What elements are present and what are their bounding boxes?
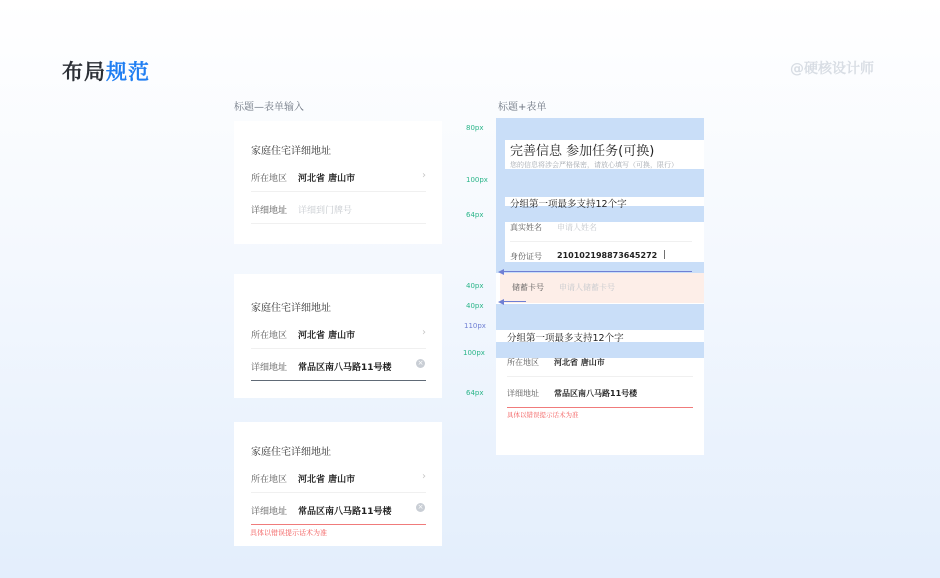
chevron-right-icon: › xyxy=(422,327,426,338)
phone-heading: 完善信息 参加任务(可换) xyxy=(510,144,655,159)
address-input[interactable]: 常品区南八马路11号楼 xyxy=(298,363,392,373)
arrow-left-icon xyxy=(498,269,504,275)
spec-label: 40px xyxy=(466,282,484,290)
spec-label: 80px xyxy=(466,124,484,132)
chevron-right-icon: › xyxy=(422,471,426,482)
page-title-accent: 规范 xyxy=(106,60,150,84)
measure-line xyxy=(504,301,526,302)
spacing-band-80 xyxy=(496,118,704,140)
region-value: 河北省 唐山市 xyxy=(298,331,356,341)
region-row[interactable] xyxy=(251,319,426,349)
id-label: 身份证号 xyxy=(510,252,542,261)
card-title: 家庭住宅详细地址 xyxy=(251,447,331,458)
text-cursor: | xyxy=(663,250,667,260)
name-input[interactable]: 申请人姓名 xyxy=(557,223,597,232)
card-title: 家庭住宅详细地址 xyxy=(251,303,331,314)
region-row[interactable] xyxy=(251,463,426,493)
spacing-band-110 xyxy=(496,304,704,330)
column-label-right: 标题+表单 xyxy=(498,102,547,113)
error-message: 具体以错误提示话术为准 xyxy=(250,529,327,537)
form-card-error xyxy=(234,422,442,546)
spec-label: 40px xyxy=(466,302,484,310)
spacing-band-100 xyxy=(496,169,704,197)
address-input[interactable]: 详细到门牌号 xyxy=(298,206,353,216)
card-input[interactable]: 申请人储蓄卡号 xyxy=(559,283,615,292)
address-label: 详细地址 xyxy=(251,507,288,517)
spec-label: 100px xyxy=(466,176,488,184)
phone-layout-spec xyxy=(496,118,704,455)
group-title: 分组第一项最多支持12个字 xyxy=(510,199,627,210)
region-label: 所在地区 xyxy=(251,174,288,184)
address-row[interactable] xyxy=(251,351,426,381)
column-label-left: 标题—表单输入 xyxy=(234,102,304,113)
spec-label: 100px xyxy=(463,349,485,357)
name-row[interactable] xyxy=(510,213,692,242)
region-row[interactable] xyxy=(507,350,693,377)
region-label: 所在地区 xyxy=(251,331,288,341)
card-title: 家庭住宅详细地址 xyxy=(251,146,331,157)
id-row[interactable] xyxy=(510,242,692,271)
error-message: 具体以错误提示话术为准 xyxy=(507,411,579,419)
address-label: 详细地址 xyxy=(251,206,288,216)
card-row[interactable] xyxy=(512,273,694,303)
address-row[interactable] xyxy=(251,495,426,525)
region-label: 所在地区 xyxy=(251,475,288,485)
group-title: 分组第一项最多支持12个字 xyxy=(507,333,624,344)
form-card-active xyxy=(234,274,442,398)
form-card-default xyxy=(234,121,442,244)
id-input[interactable]: 210102198873645272 xyxy=(557,251,658,260)
region-value: 河北省 唐山市 xyxy=(298,174,356,184)
region-row[interactable] xyxy=(251,162,426,192)
chevron-right-icon: › xyxy=(422,170,426,181)
region-value: 河北省 唐山市 xyxy=(554,358,605,367)
region-value: 河北省 唐山市 xyxy=(298,475,356,485)
measure-line xyxy=(504,271,692,272)
address-label: 详细地址 xyxy=(507,389,539,398)
spec-label: 64px xyxy=(466,389,484,397)
address-label: 详细地址 xyxy=(251,363,288,373)
name-label: 真实姓名 xyxy=(510,223,542,232)
card-label: 储蓄卡号 xyxy=(512,283,544,292)
spec-label: 64px xyxy=(466,211,484,219)
clear-icon[interactable]: × xyxy=(417,359,424,367)
address-row[interactable] xyxy=(251,194,426,224)
address-input[interactable]: 常品区南八马路11号楼 xyxy=(554,389,638,398)
phone-subheading: 您的信息将涉会严格保密，请放心填写（可换，限行） xyxy=(510,161,678,169)
spec-label: 110px xyxy=(464,322,486,330)
page-title xyxy=(62,56,150,86)
clear-icon[interactable]: × xyxy=(417,503,424,511)
region-label: 所在地区 xyxy=(507,358,539,367)
arrow-left-icon xyxy=(498,299,504,305)
address-input[interactable]: 常品区南八马路11号楼 xyxy=(298,507,392,517)
watermark: @硬核设计师 xyxy=(790,61,874,77)
page-title-main: 布局 xyxy=(62,60,106,84)
address-row[interactable] xyxy=(507,379,693,408)
